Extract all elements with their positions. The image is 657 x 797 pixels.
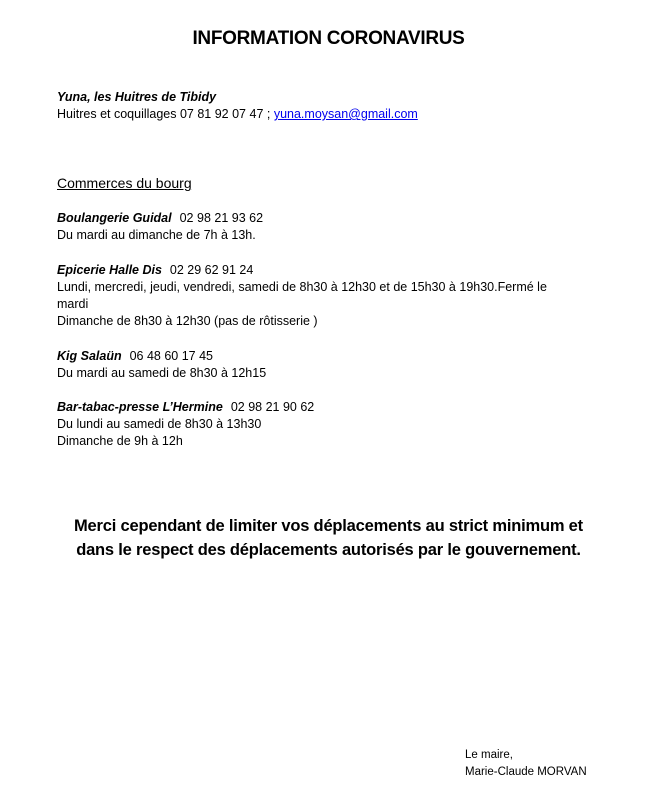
section-heading: Commerces du bourg: [57, 175, 192, 191]
shop-phone: 02 29 62 91 24: [169, 263, 254, 277]
shop-entry-bar-tabac: [57, 399, 577, 450]
commerces-section: [57, 175, 577, 192]
notice-line: Merci cependant de limiter vos déplacements au strict minimum et: [74, 517, 583, 535]
shop-hours: Dimanche de 9h à 12h: [57, 434, 183, 448]
shop-hours: Du lundi au samedi de 8h30 à 13h30: [57, 417, 262, 431]
oyster-vendor-name: Yuna, les Huitres de Tibidy: [57, 90, 217, 104]
shop-phone: 06 48 60 17 45: [129, 349, 214, 363]
email-link[interactable]: yuna.moysan@gmail.com: [273, 107, 418, 121]
notice-message: [30, 514, 627, 562]
shop-hours: Du mardi au samedi de 8h30 à 12h15: [57, 366, 267, 380]
page-title: INFORMATION CORONAVIRUS: [192, 28, 465, 49]
shop-name: Bar-tabac-presse L’Hermine: [57, 400, 223, 414]
shop-hours: Dimanche de 8h30 à 12h30 (pas de rôtisserie ): [57, 314, 318, 328]
shop-name: Boulangerie Guidal: [57, 211, 172, 225]
shop-hours: Lundi, mercredi, jeudi, vendredi, samedi de 8h30 à 12h30 et de 15h30 à 19h30.Fermé le mardi: [57, 280, 547, 311]
shop-entry-epicerie: [57, 262, 567, 330]
shop-entry-kig-salaun: [57, 348, 577, 382]
shop-phone: 02 98 21 90 62: [230, 400, 315, 414]
shop-phone: 02 98 21 93 62: [179, 211, 264, 225]
shop-name: Kig Salaün: [57, 349, 122, 363]
notice-line: dans le respect des déplacements autorisés par le gouvernement.: [76, 541, 581, 559]
shop-entry-boulangerie: [57, 210, 577, 244]
oyster-vendor-contact: [57, 106, 577, 123]
shop-name: Epicerie Halle Dis: [57, 263, 162, 277]
oyster-vendor-section: [57, 89, 577, 123]
signature-role: Le maire,: [465, 749, 513, 761]
oyster-vendor-description: Huitres et coquillages 07 81 92 07 47 ;: [57, 107, 271, 121]
shop-hours: Du mardi au dimanche de 7h à 13h.: [57, 228, 256, 242]
signature-name: Marie-Claude MORVAN: [465, 766, 587, 778]
signature-block: [465, 747, 655, 781]
